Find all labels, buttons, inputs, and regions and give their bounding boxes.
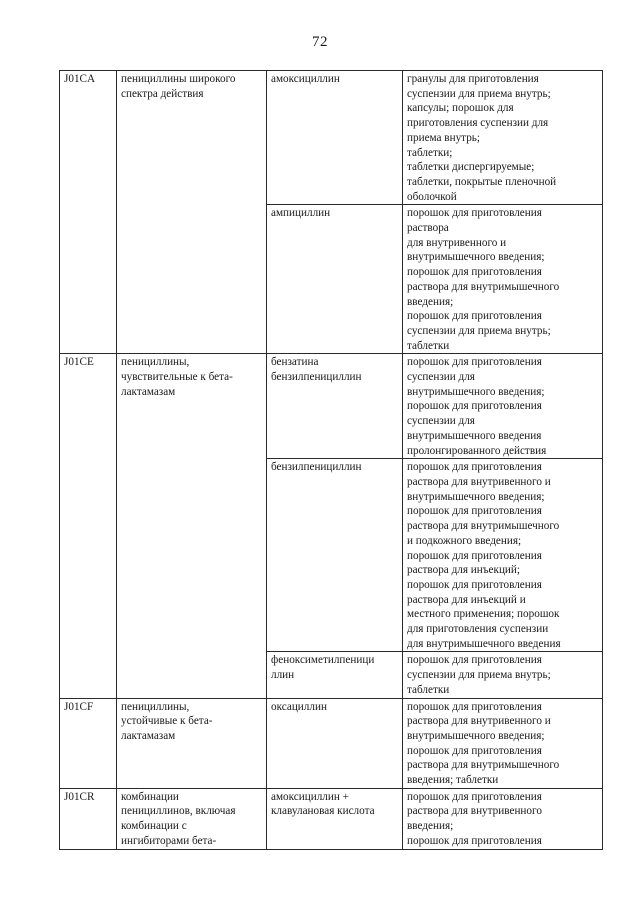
drug-name-cell [267,698,403,788]
group-cell [117,354,267,698]
group-cell-line: пенициллины, [121,356,190,369]
dosage-form-cell-line: введения; таблетки [407,774,499,787]
table-row [60,788,603,849]
group-cell-line: пенициллины, [121,700,190,713]
dosage-form-cell-line: таблетки; [407,146,453,159]
drug-name-cell [267,459,403,652]
dosage-form-cell-line: раствора для инъекций; [407,564,521,577]
dosage-form-cell-line: порошок для приготовления [407,744,542,757]
group-cell [117,71,267,354]
dosage-form-cell-line: таблетки, покрытые пленочной [407,175,557,188]
dosage-form-cell-line: внутримышечного введения; [407,490,545,503]
group-cell [117,698,267,788]
dosage-form-cell [403,652,603,698]
dosage-form-cell-line: для приготовления суспензии [407,623,549,636]
dosage-form-cell-line: суспензии для приема внутрь; [407,669,551,682]
dosage-form-cell-line: внутримышечного введения [407,429,542,442]
dosage-form-cell-line: суспензии для приема внутрь; [407,87,551,100]
atc-code-cell: J01CA [60,71,117,354]
drug-name-cell-line: бензилпенициллин [271,371,362,384]
group-cell-line: лактамазам [121,385,176,398]
dosage-form-cell-line: раствора для инъекций и [407,593,526,606]
drug-name-cell [267,71,403,205]
dosage-form-cell-line: порошок для приготовления [407,310,542,323]
dosage-form-cell-line: порошок для приготовления [407,356,542,369]
group-cell-line: лактамазам [121,729,176,742]
dosage-form-cell-line: оболочкой [407,190,457,203]
drug-name-cell-line: феноксиметилпеници [271,654,375,667]
dosage-form-cell-line: таблетки диспергируемые; [407,161,535,174]
dosage-form-cell-line: порошок для приготовления [407,505,542,518]
dosage-form-cell-line: раствора для внутримышечного [407,520,560,533]
dosage-form-cell [403,71,603,205]
group-cell-line: чувствительные к бета- [121,371,233,384]
drug-name-cell-line: амоксициллин + [271,790,349,803]
dosage-form-cell-line: порошок для приготовления [407,790,542,803]
dosage-form-cell-line: местного применения; порошок [407,608,560,621]
dosage-form-cell-line: суспензии для приема внутрь; [407,324,551,337]
dosage-form-cell-line: порошок для приготовления [407,578,542,591]
dosage-form-cell [403,459,603,652]
dosage-form-cell-line: порошок для приготовления [407,700,542,713]
dosage-form-cell-line: раствора для внутривенного [407,805,542,818]
dosage-form-cell-line: порошок для приготовления [407,461,542,474]
dosage-form-cell-line: раствора для внутримышечного [407,759,560,772]
drug-name-cell-line: амоксициллин [271,73,340,85]
dosage-form-cell [403,354,603,459]
group-cell-line: комбинации с [121,820,187,833]
dosage-form-cell-line: раствора [407,222,449,235]
dosage-form-cell-line: таблетки [407,339,450,352]
dosage-form-cell-line: введения; [407,820,454,833]
dosage-form-cell-line: раствора для внутримышечного [407,280,560,293]
dosage-form-cell-line: порошок для приготовления [407,207,542,220]
group-cell-line: устойчивые к бета- [121,715,213,728]
atc-code-cell: J01CR [60,788,117,849]
drug-name-cell-line: клавулановая кислота [271,805,375,818]
group-cell-line: пенициллинов, включая [121,805,236,818]
dosage-form-cell-line: порошок для приготовления [407,266,542,279]
dosage-form-cell-line: для внутривенного и [407,236,507,249]
group-cell-line: пенициллины широкого [121,73,236,85]
dosage-form-cell-line: для внутримышечного введения [407,637,561,650]
dosage-form-cell-line: раствора для внутривенного и [407,475,551,488]
group-cell-line: ингибиторами бета- [121,834,217,847]
dosage-form-cell-line: приготовления суспензии для [407,117,549,130]
dosage-form-cell-line: порошок для приготовления [407,654,542,667]
table-row [60,698,603,788]
dosage-form-cell-line: суспензии для [407,415,475,428]
group-cell [117,788,267,849]
table-row [60,71,603,205]
dosage-form-cell-line: капсулы; порошок для [407,102,514,115]
dosage-form-cell-line: гранулы для приготовления [407,73,539,85]
dosage-form-cell [403,698,603,788]
dosage-form-cell-line: пролонгированного действия [407,444,547,457]
drug-name-cell-line: бензатина [271,356,319,369]
dosage-form-cell-line: суспензии для [407,371,475,384]
drug-table [59,70,603,850]
drug-name-cell-line: ллин [271,669,295,682]
atc-code-cell: J01CF [60,698,117,788]
dosage-form-cell-line: и подкожного введения; [407,534,522,547]
dosage-form-cell [403,205,603,354]
table-body [60,71,603,850]
dosage-form-cell [403,788,603,849]
dosage-form-cell-line: порошок для приготовления [407,400,542,413]
dosage-form-cell-line: внутримышечного введения; [407,729,545,742]
dosage-form-cell-line: раствора для внутривенного и [407,715,551,728]
dosage-form-cell-line: таблетки [407,683,450,696]
table-row [60,354,603,459]
atc-code-cell: J01CE [60,354,117,698]
drug-name-cell-line: ампициллин [271,207,331,220]
dosage-form-cell-line: приема внутрь; [407,131,480,144]
dosage-form-cell-line: внутримышечного введения; [407,251,545,264]
group-cell-line: спектра действия [121,87,204,100]
page-number: 72 [312,34,328,50]
group-cell-line: комбинации [121,790,179,803]
drug-name-cell [267,354,403,459]
dosage-form-cell-line: порошок для приготовления [407,834,542,847]
drug-name-cell-line: оксациллин [271,700,327,713]
drug-name-cell [267,652,403,698]
dosage-form-cell-line: порошок для приготовления [407,549,542,562]
drug-name-cell-line: бензилпенициллин [271,461,362,474]
dosage-form-cell-line: внутримышечного введения; [407,385,545,398]
dosage-form-cell-line: введения; [407,295,454,308]
drug-name-cell [267,205,403,354]
drug-name-cell [267,788,403,849]
